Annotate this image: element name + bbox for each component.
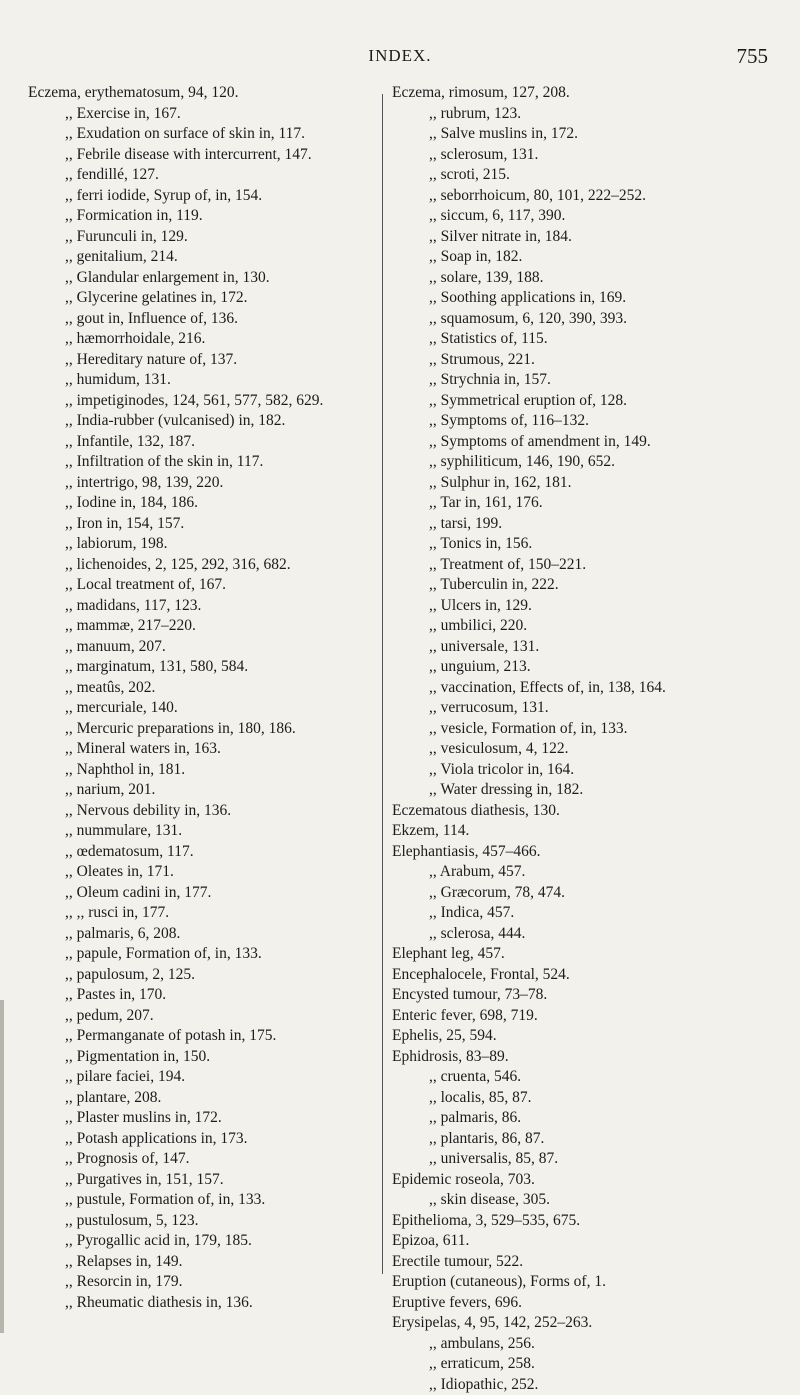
index-subentry: ,, mercuriale, 140. (28, 698, 375, 719)
index-subentry: ,, Symmetrical eruption of, 128. (392, 391, 772, 412)
index-heading: Eczema, erythematosum, 94, 120. (28, 83, 375, 104)
index-subentry: ,, scroti, 215. (392, 165, 772, 186)
index-subentry: ,, Nervous debility in, 136. (28, 801, 375, 822)
index-subentry: ,, Purgatives in, 151, 157. (28, 1170, 375, 1191)
index-column-right (392, 83, 772, 1395)
index-subentry: ,, labiorum, 198. (28, 534, 375, 555)
index-subentry: ,, sclerosa, 444. (392, 924, 772, 945)
index-subentry: ,, Idiopathic, 252. (392, 1375, 772, 1395)
index-subentry: ,, umbilici, 220. (392, 616, 772, 637)
index-subentry: ,, ,, rusci in, 177. (28, 903, 375, 924)
index-heading: Epizoa, 611. (392, 1231, 772, 1252)
page-title: INDEX. (0, 46, 800, 66)
index-subentry: ,, Naphthol in, 181. (28, 760, 375, 781)
index-column-left (28, 83, 375, 1313)
index-subentry: ,, Infiltration of the skin in, 117. (28, 452, 375, 473)
index-subentry: ,, Hereditary nature of, 137. (28, 350, 375, 371)
index-subentry: ,, localis, 85, 87. (392, 1088, 772, 1109)
index-heading: Erectile tumour, 522. (392, 1252, 772, 1273)
index-subentry: ,, Febrile disease with intercurrent, 147. (28, 145, 375, 166)
index-subentry: ,, marginatum, 131, 580, 584. (28, 657, 375, 678)
index-subentry: ,, rubrum, 123. (392, 104, 772, 125)
index-subentry: ,, Plaster muslins in, 172. (28, 1108, 375, 1129)
index-subentry: ,, Arabum, 457. (392, 862, 772, 883)
index-subentry: ,, Pigmentation in, 150. (28, 1047, 375, 1068)
index-subentry: ,, fendillé, 127. (28, 165, 375, 186)
index-subentry: ,, sclerosum, 131. (392, 145, 772, 166)
index-subentry: ,, unguium, 213. (392, 657, 772, 678)
index-subentry: ,, narium, 201. (28, 780, 375, 801)
index-subentry: ,, Iron in, 154, 157. (28, 514, 375, 535)
index-subentry: ,, Symptoms of, 116–132. (392, 411, 772, 432)
index-subentry: ,, Permanganate of potash in, 175. (28, 1026, 375, 1047)
page-header (0, 44, 800, 74)
index-subentry: ,, vesiculosum, 4, 122. (392, 739, 772, 760)
index-subentry: ,, palmaris, 6, 208. (28, 924, 375, 945)
index-subentry: ,, Silver nitrate in, 184. (392, 227, 772, 248)
index-subentry: ,, Græcorum, 78, 474. (392, 883, 772, 904)
index-heading: Eczema, rimosum, 127, 208. (392, 83, 772, 104)
index-subentry: ,, Tonics in, 156. (392, 534, 772, 555)
index-heading: Epidemic roseola, 703. (392, 1170, 772, 1191)
index-subentry: ,, palmaris, 86. (392, 1108, 772, 1129)
index-subentry: ,, Mercuric preparations in, 180, 186. (28, 719, 375, 740)
index-subentry: ,, nummulare, 131. (28, 821, 375, 842)
index-subentry: ,, Exudation on surface of skin in, 117. (28, 124, 375, 145)
index-subentry: ,, madidans, 117, 123. (28, 596, 375, 617)
index-heading: Eruptive fevers, 696. (392, 1293, 772, 1314)
index-subentry: ,, intertrigo, 98, 139, 220. (28, 473, 375, 494)
page-number: 755 (737, 44, 769, 69)
index-subentry: ,, Glycerine gelatines in, 172. (28, 288, 375, 309)
index-subentry: ,, plantare, 208. (28, 1088, 375, 1109)
index-heading: Ephidrosis, 83–89. (392, 1047, 772, 1068)
index-heading: Enteric fever, 698, 719. (392, 1006, 772, 1027)
index-subentry: ,, lichenoides, 2, 125, 292, 316, 682. (28, 555, 375, 576)
index-subentry: ,, humidum, 131. (28, 370, 375, 391)
index-subentry: ,, Tuberculin in, 222. (392, 575, 772, 596)
index-subentry: ,, Symptoms of amendment in, 149. (392, 432, 772, 453)
index-heading: Elephantiasis, 457–466. (392, 842, 772, 863)
column-divider (382, 94, 383, 1274)
index-subentry: ,, Iodine in, 184, 186. (28, 493, 375, 514)
index-subentry: ,, vesicle, Formation of, in, 133. (392, 719, 772, 740)
index-subentry: ,, plantaris, 86, 87. (392, 1129, 772, 1150)
index-subentry: ,, India-rubber (vulcanised) in, 182. (28, 411, 375, 432)
index-subentry: ,, universale, 131. (392, 637, 772, 658)
index-subentry: ,, Soap in, 182. (392, 247, 772, 268)
index-subentry: ,, universalis, 85, 87. (392, 1149, 772, 1170)
index-heading: Ephelis, 25, 594. (392, 1026, 772, 1047)
index-subentry: ,, Soothing applications in, 169. (392, 288, 772, 309)
index-subentry: ,, erraticum, 258. (392, 1354, 772, 1375)
index-subentry: ,, Ulcers in, 129. (392, 596, 772, 617)
index-subentry: ,, ferri iodide, Syrup of, in, 154. (28, 186, 375, 207)
index-subentry: ,, Potash applications in, 173. (28, 1129, 375, 1150)
index-subentry: ,, cruenta, 546. (392, 1067, 772, 1088)
index-subentry: ,, Prognosis of, 147. (28, 1149, 375, 1170)
index-subentry: ,, Oleum cadini in, 177. (28, 883, 375, 904)
index-subentry: ,, Infantile, 132, 187. (28, 432, 375, 453)
index-subentry: ,, seborrhoicum, 80, 101, 222–252. (392, 186, 772, 207)
index-heading: Elephant leg, 457. (392, 944, 772, 965)
index-heading: Epithelioma, 3, 529–535, 675. (392, 1211, 772, 1232)
index-subentry: ,, Sulphur in, 162, 181. (392, 473, 772, 494)
index-subentry: ,, Oleates in, 171. (28, 862, 375, 883)
index-subentry: ,, Glandular enlargement in, 130. (28, 268, 375, 289)
index-subentry: ,, vaccination, Effects of, in, 138, 164. (392, 678, 772, 699)
index-subentry: ,, skin disease, 305. (392, 1190, 772, 1211)
page-edge-shadow (0, 1000, 4, 1333)
index-subentry: ,, gout in, Influence of, 136. (28, 309, 375, 330)
index-subentry: ,, Pyrogallic acid in, 179, 185. (28, 1231, 375, 1252)
index-subentry: ,, meatûs, 202. (28, 678, 375, 699)
index-subentry: ,, pustulosum, 5, 123. (28, 1211, 375, 1232)
index-subentry: ,, genitalium, 214. (28, 247, 375, 268)
index-subentry: ,, Local treatment of, 167. (28, 575, 375, 596)
index-subentry: ,, Viola tricolor in, 164. (392, 760, 772, 781)
index-subentry: ,, Strychnia in, 157. (392, 370, 772, 391)
index-subentry: ,, œdematosum, 117. (28, 842, 375, 863)
index-subentry: ,, Furunculi in, 129. (28, 227, 375, 248)
index-subentry: ,, verrucosum, 131. (392, 698, 772, 719)
index-subentry: ,, pilare faciei, 194. (28, 1067, 375, 1088)
index-subentry: ,, pedum, 207. (28, 1006, 375, 1027)
index-subentry: ,, syphiliticum, 146, 190, 652. (392, 452, 772, 473)
index-subentry: ,, pustule, Formation of, in, 133. (28, 1190, 375, 1211)
index-subentry: ,, hæmorrhoidale, 216. (28, 329, 375, 350)
index-subentry: ,, Rheumatic diathesis in, 136. (28, 1293, 375, 1314)
index-subentry: ,, Indica, 457. (392, 903, 772, 924)
index-subentry: ,, Resorcin in, 179. (28, 1272, 375, 1293)
index-heading: Eczematous diathesis, 130. (392, 801, 772, 822)
index-subentry: ,, papulosum, 2, 125. (28, 965, 375, 986)
index-subentry: ,, Mineral waters in, 163. (28, 739, 375, 760)
index-heading: Eruption (cutaneous), Forms of, 1. (392, 1272, 772, 1293)
index-subentry: ,, Tar in, 161, 176. (392, 493, 772, 514)
index-subentry: ,, Statistics of, 115. (392, 329, 772, 350)
index-subentry: ,, tarsi, 199. (392, 514, 772, 535)
index-subentry: ,, squamosum, 6, 120, 390, 393. (392, 309, 772, 330)
index-subentry: ,, mammæ, 217–220. (28, 616, 375, 637)
index-subentry: ,, Treatment of, 150–221. (392, 555, 772, 576)
index-heading: Ekzem, 114. (392, 821, 772, 842)
index-subentry: ,, impetiginodes, 124, 561, 577, 582, 629. (28, 391, 375, 412)
index-subentry: ,, papule, Formation of, in, 133. (28, 944, 375, 965)
index-subentry: ,, Relapses in, 149. (28, 1252, 375, 1273)
index-subentry: ,, Exercise in, 167. (28, 104, 375, 125)
index-subentry: ,, Salve muslins in, 172. (392, 124, 772, 145)
index-subentry: ,, Formication in, 119. (28, 206, 375, 227)
index-heading: Erysipelas, 4, 95, 142, 252–263. (392, 1313, 772, 1334)
index-subentry: ,, Pastes in, 170. (28, 985, 375, 1006)
index-subentry: ,, Water dressing in, 182. (392, 780, 772, 801)
index-heading: Encysted tumour, 73–78. (392, 985, 772, 1006)
index-subentry: ,, ambulans, 256. (392, 1334, 772, 1355)
index-subentry: ,, solare, 139, 188. (392, 268, 772, 289)
index-subentry: ,, manuum, 207. (28, 637, 375, 658)
index-subentry: ,, siccum, 6, 117, 390. (392, 206, 772, 227)
index-subentry: ,, Strumous, 221. (392, 350, 772, 371)
index-heading: Encephalocele, Frontal, 524. (392, 965, 772, 986)
